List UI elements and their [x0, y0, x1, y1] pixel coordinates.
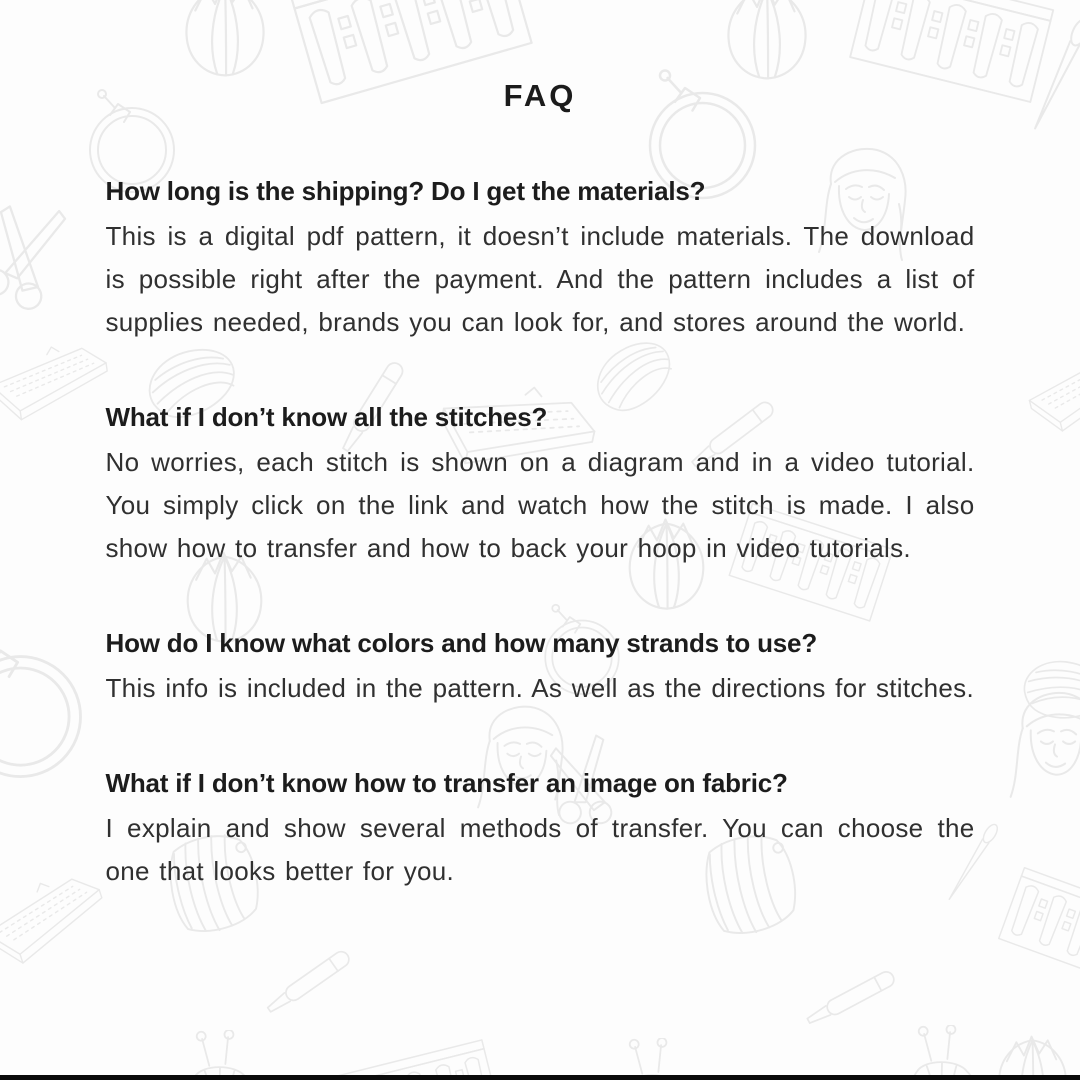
faq-item-stitches [106, 396, 975, 570]
faq-question: How do I know what colors and how many strands to use? [105, 628, 817, 658]
pincushion-icon [191, 1030, 251, 1080]
faq-answer: This info is included in the pattern. As well as the directions for stitches. [105, 673, 975, 703]
bottom-edge-bar [0, 1075, 1080, 1080]
faq-item-colors-strands [106, 622, 975, 710]
pincushion-icon [913, 1025, 973, 1080]
pincushion-icon [624, 1038, 684, 1080]
faq-item-transfer [106, 762, 975, 893]
sewing-machine-icon [0, 867, 113, 971]
flower-bud-icon [999, 1037, 1066, 1080]
building-icon [336, 1040, 501, 1080]
building-icon [999, 868, 1080, 989]
faq-answer: I explain and show several methods of transfer. You can choose the one that looks better for you. [105, 813, 975, 886]
page-title: FAQ [503, 78, 577, 113]
faq-question: What if I don’t know all the stitches? [105, 402, 548, 432]
faq-answer: This is a digital pdf pattern, it doesn’t include materials. The download is possible right after the payment. And the pattern includes a list of supplies needed, brands you can look for, and stores around the world. [105, 221, 975, 337]
pen-icon [265, 949, 352, 1016]
embroidery-hoop-icon [0, 631, 81, 777]
faq-page [106, 0, 975, 893]
sewing-machine-icon [1022, 343, 1080, 437]
faq-question: What if I don’t know how to transfer an image on fabric? [105, 768, 788, 798]
faq-question: How long is the shipping? Do I get the materials? [105, 176, 706, 206]
pen-icon [805, 969, 897, 1027]
woman-face-icon [1011, 693, 1080, 805]
thread-skein-icon [1018, 651, 1080, 730]
sewing-machine-icon [0, 340, 112, 423]
scissors-icon [0, 202, 66, 312]
faq-answer: No worries, each stitch is shown on a diagram and in a video tutorial. You simply click on the link and watch how the stitch is made. I also show how to transfer and how to back your hoop in video tutorials. [105, 447, 975, 563]
faq-item-shipping [106, 170, 975, 344]
